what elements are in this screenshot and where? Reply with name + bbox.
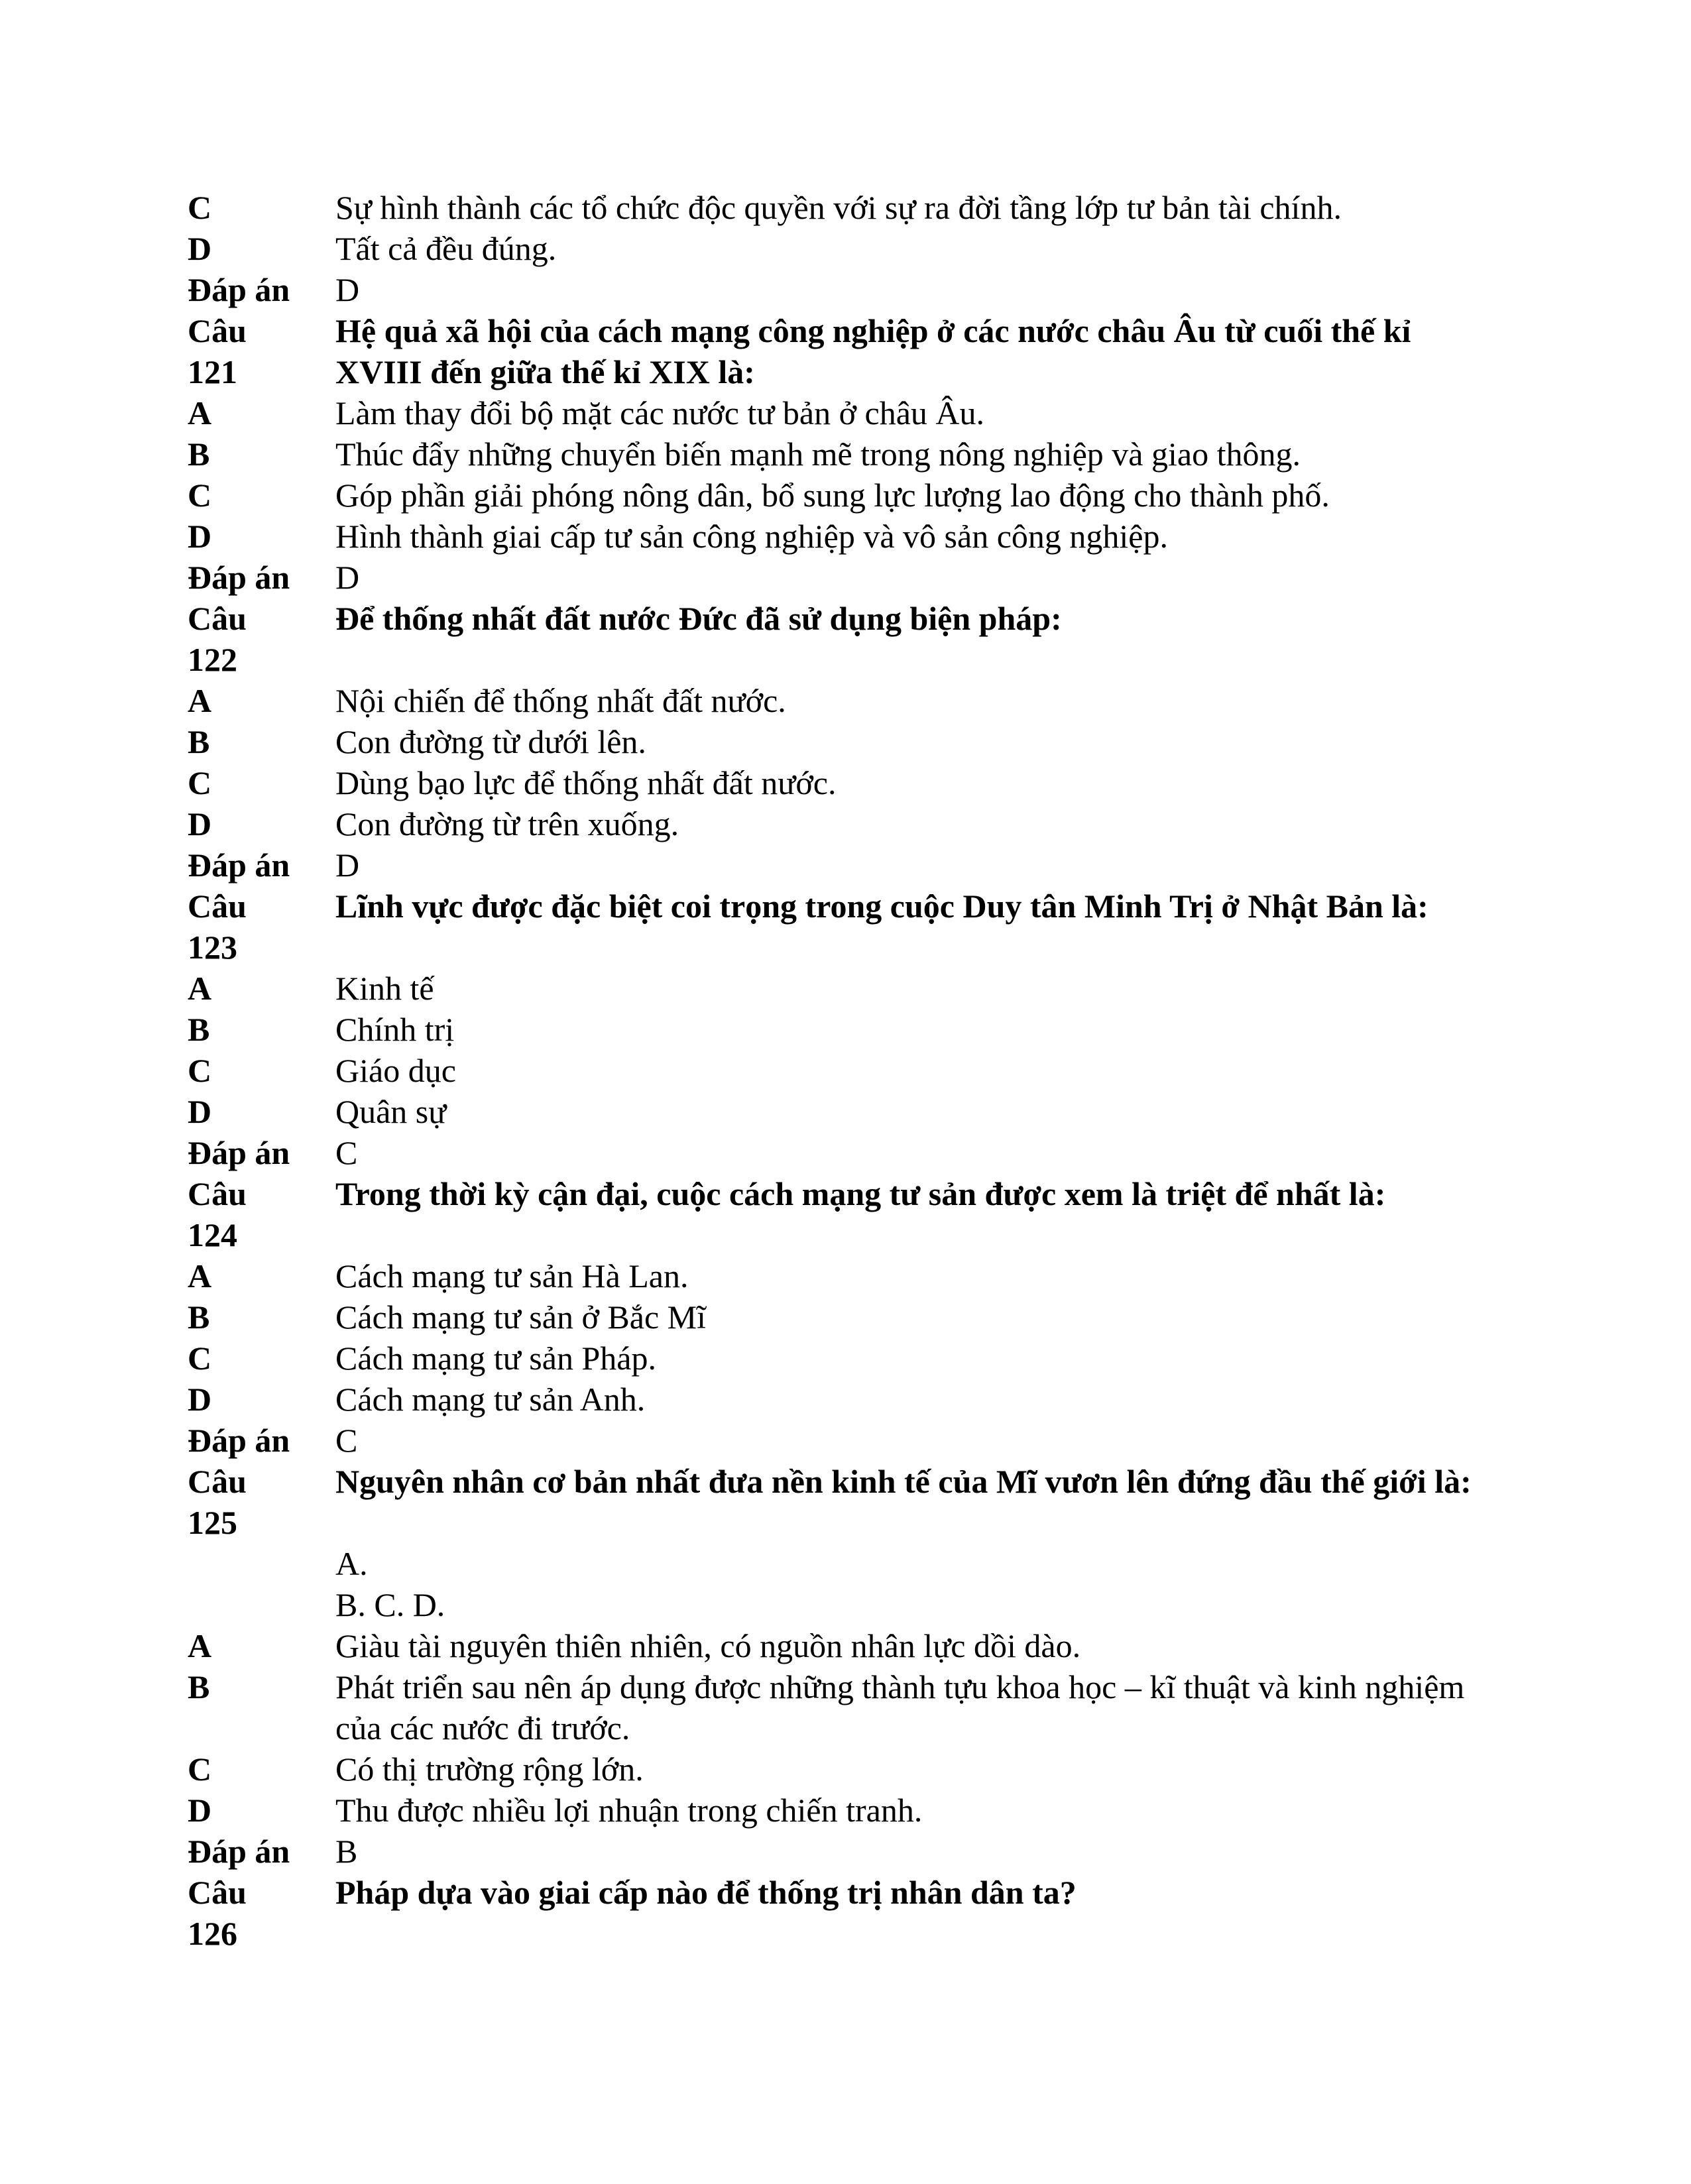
question-row xyxy=(188,1461,1480,1543)
answer-row xyxy=(188,1132,1480,1173)
question-text: Lĩnh vực được đặc biệt coi trọng trong cuộc Duy tân Minh Trị ở Nhật Bản là: xyxy=(335,888,1429,925)
answer-value: C xyxy=(335,1134,358,1171)
option-letter: C xyxy=(188,1052,212,1089)
stray-text: A. xyxy=(335,1545,368,1582)
answer-row xyxy=(188,269,1480,310)
answer-row xyxy=(188,1831,1480,1872)
question-row xyxy=(188,886,1480,968)
option-row xyxy=(188,1790,1480,1831)
option-letter: B xyxy=(188,435,210,473)
option-letter: A xyxy=(188,394,212,431)
question-number: Câu 125 xyxy=(188,1463,247,1541)
option-letter: A xyxy=(188,1257,212,1294)
option-letter: C xyxy=(188,764,212,801)
option-text: Cách mạng tư sản ở Bắc Mĩ xyxy=(335,1298,706,1336)
answer-value: B xyxy=(335,1833,358,1870)
answer-value: C xyxy=(335,1422,358,1459)
question-row xyxy=(188,1872,1480,1954)
option-letter: D xyxy=(188,1381,212,1418)
question-number: Câu 123 xyxy=(188,888,247,966)
option-row xyxy=(188,1296,1480,1338)
option-text: Cách mạng tư sản Pháp. xyxy=(335,1340,656,1377)
question-number: Câu 126 xyxy=(188,1874,247,1952)
question-number: Câu 121 xyxy=(188,312,247,390)
option-row xyxy=(188,475,1480,516)
option-row xyxy=(188,1255,1480,1296)
option-text: Chính trị xyxy=(335,1011,455,1048)
option-row xyxy=(188,762,1480,803)
question-number: Câu 122 xyxy=(188,600,247,678)
question-number: Câu 124 xyxy=(188,1175,247,1253)
stray-text: B. C. D. xyxy=(335,1586,445,1623)
option-letter: A xyxy=(188,970,212,1007)
option-row xyxy=(188,1625,1480,1666)
option-letter: B xyxy=(188,1298,210,1336)
answer-value: D xyxy=(335,559,360,596)
option-text: Con đường từ dưới lên. xyxy=(335,723,646,760)
option-text: Cách mạng tư sản Anh. xyxy=(335,1381,646,1418)
option-text: Cách mạng tư sản Hà Lan. xyxy=(335,1257,689,1294)
option-letter: C xyxy=(188,1340,212,1377)
option-row xyxy=(188,968,1480,1009)
option-row xyxy=(188,1749,1480,1790)
option-row xyxy=(188,187,1480,228)
option-row xyxy=(188,680,1480,721)
answer-label: Đáp án xyxy=(188,271,290,308)
option-row xyxy=(188,1338,1480,1379)
option-letter: A xyxy=(188,1627,212,1664)
question-text: Pháp dựa vào giai cấp nào để thống trị nhân dân ta? xyxy=(335,1874,1077,1911)
option-row xyxy=(188,1379,1480,1420)
option-row xyxy=(188,392,1480,433)
option-text: Hình thành giai cấp tư sản công nghiệp và vô sản công nghiệp. xyxy=(335,518,1168,555)
option-letter: D xyxy=(188,1093,212,1130)
option-row xyxy=(188,1091,1480,1132)
answer-label: Đáp án xyxy=(188,1134,290,1171)
answer-value: D xyxy=(335,846,360,884)
option-text: Thúc đẩy những chuyển biến mạnh mẽ trong nông nghiệp và giao thông. xyxy=(335,435,1301,473)
option-letter: B xyxy=(188,723,210,760)
option-text: Phát triển sau nên áp dụng được những thành tựu khoa học – kĩ thuật và kinh nghiệm của các nước đi trước. xyxy=(335,1668,1465,1747)
option-text: Nội chiến để thống nhất đất nước. xyxy=(335,682,786,719)
answer-row xyxy=(188,557,1480,598)
option-letter: D xyxy=(188,230,212,267)
option-letter: D xyxy=(188,1792,212,1829)
question-row xyxy=(188,310,1480,392)
question-row xyxy=(188,1173,1480,1255)
option-text: Con đường từ trên xuống. xyxy=(335,805,679,842)
option-row xyxy=(188,1050,1480,1091)
question-row xyxy=(188,598,1480,680)
option-text: Kinh tế xyxy=(335,970,434,1007)
answer-row xyxy=(188,1420,1480,1461)
option-letter: A xyxy=(188,682,212,719)
option-text: Thu được nhiều lợi nhuận trong chiến tranh. xyxy=(335,1792,923,1829)
option-letter: B xyxy=(188,1011,210,1048)
question-text: Hệ quả xã hội của cách mạng công nghiệp ở các nước châu Âu từ cuối thế kỉ XVIII đến giữa thế kỉ XIX là: xyxy=(335,312,1411,390)
answer-row xyxy=(188,844,1480,886)
quiz-list xyxy=(188,187,1480,1954)
answer-label: Đáp án xyxy=(188,1833,290,1870)
option-row xyxy=(188,433,1480,475)
option-letter: D xyxy=(188,518,212,555)
option-text: Giàu tài nguyên thiên nhiên, có nguồn nhân lực dồi dào. xyxy=(335,1627,1081,1664)
option-text: Quân sự xyxy=(335,1093,447,1130)
answer-label: Đáp án xyxy=(188,559,290,596)
option-row xyxy=(188,721,1480,762)
option-text: Sự hình thành các tổ chức độc quyền với sự ra đời tầng lớp tư bản tài chính. xyxy=(335,189,1342,226)
option-row xyxy=(188,516,1480,557)
option-letter: C xyxy=(188,477,212,514)
option-text: Có thị trường rộng lớn. xyxy=(335,1751,644,1788)
option-row xyxy=(188,1009,1480,1050)
stray-text-row xyxy=(188,1584,1480,1625)
option-text: Góp phần giải phóng nông dân, bổ sung lực lượng lao động cho thành phố. xyxy=(335,477,1330,514)
question-text: Để thống nhất đất nước Đức đã sử dụng biện pháp: xyxy=(335,600,1062,637)
option-row xyxy=(188,228,1480,269)
option-text: Dùng bạo lực để thống nhất đất nước. xyxy=(335,764,837,801)
answer-label: Đáp án xyxy=(188,846,290,884)
answer-label: Đáp án xyxy=(188,1422,290,1459)
option-row xyxy=(188,803,1480,844)
option-text: Làm thay đổi bộ mặt các nước tư bản ở châu Âu. xyxy=(335,394,985,431)
option-letter: B xyxy=(188,1668,210,1705)
option-text: Giáo dục xyxy=(335,1052,456,1089)
option-letter: D xyxy=(188,805,212,842)
option-row xyxy=(188,1666,1480,1749)
question-text: Nguyên nhân cơ bản nhất đưa nền kinh tế của Mĩ vươn lên đứng đầu thế giới là: xyxy=(335,1463,1472,1500)
stray-text-row xyxy=(188,1543,1480,1584)
option-text: Tất cả đều đúng. xyxy=(335,230,557,267)
answer-value: D xyxy=(335,271,360,308)
option-letter: C xyxy=(188,1751,212,1788)
question-text: Trong thời kỳ cận đại, cuộc cách mạng tư sản được xem là triệt để nhất là: xyxy=(335,1175,1386,1212)
option-letter: C xyxy=(188,189,212,226)
